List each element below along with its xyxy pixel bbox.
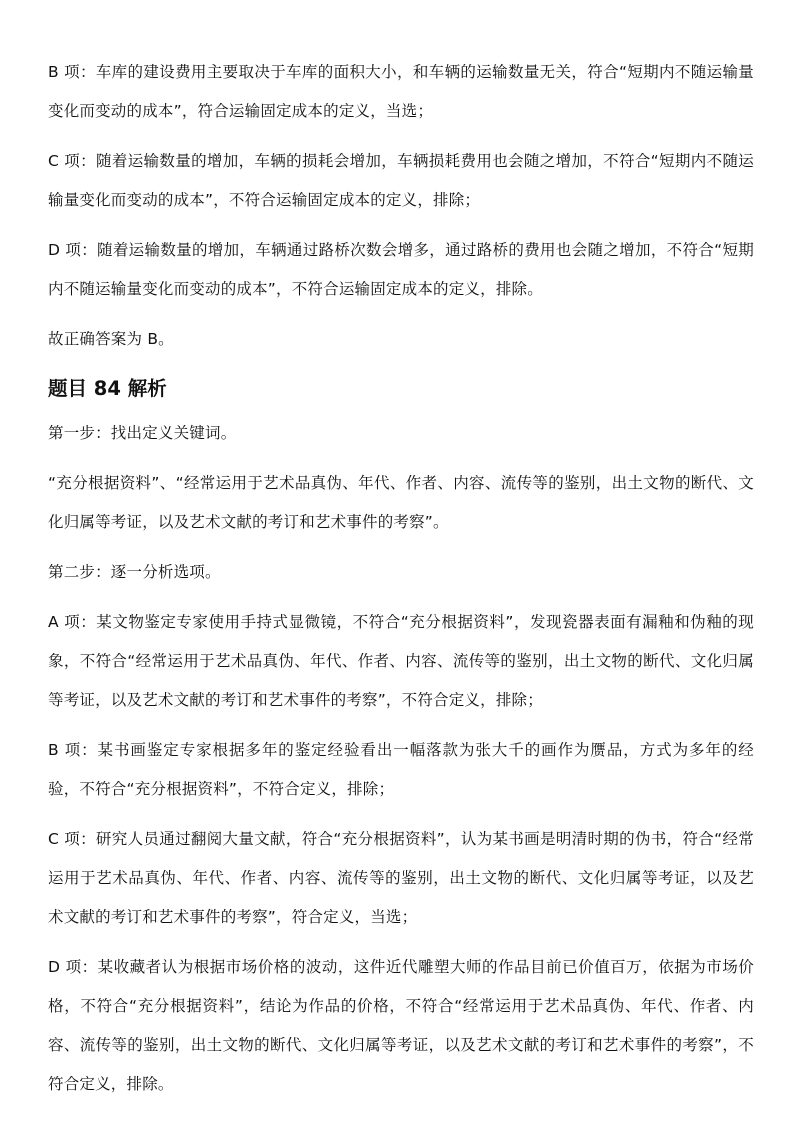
option-b-analysis: B 项：某书画鉴定专家根据多年的鉴定经验看出一幅落款为张大千的画作为赝品，方式为多年的经验，不符合“充分根据资料”，不符合定义，排除； (48, 741, 754, 798)
option-b-analysis: B 项：车库的建设费用主要取决于车库的面积大小，和车辆的运输数量无关，符合“短期内不随运输量变化而变动的成本”，符合运输固定成本的定义，当选； (48, 63, 754, 120)
option-d-analysis: D 项：随着运输数量的增加，车辆通过路桥次数会增多，通过路桥的费用也会随之增加，不符合“短期内不随运输量变化而变动的成本”，不符合运输固定成本的定义，排除。 (48, 241, 754, 298)
document-page (48, 53, 754, 1115)
section-heading-84: 题目 84 解析 (48, 377, 167, 400)
answer-conclusion: 故正确答案为 B。 (48, 330, 174, 348)
option-c-analysis: C 项：随着运输数量的增加，车辆的损耗会增加，车辆损耗费用也会随之增加，不符合“短期内不随运输量变化而变动的成本”，不符合运输固定成本的定义，排除； (48, 152, 754, 209)
definition-keywords: “充分根据资料”、“经常运用于艺术品真伪、年代、作者、内容、流传等的鉴别，出土文物的断代、文化归属等考证，以及艺术文献的考订和艺术事件的考察”。 (48, 474, 754, 531)
option-a-analysis: A 项：某文物鉴定专家使用手持式显微镜，不符合“充分根据资料”，发现瓷器表面有漏釉和伪釉的现象，不符合“经常运用于艺术品真伪、年代、作者、内容、流传等的鉴别，出土文物的断代、文化归属等考证，以及艺术文献的考订和艺术事件的考察”，不符合定义，排除； (48, 613, 754, 709)
option-c-analysis: C 项：研究人员通过翻阅大量文献，符合“充分根据资料”，认为某书画是明清时期的伪书，符合“经常运用于艺术品真伪、年代、作者、内容、流传等的鉴别，出土文物的断代、文化归属等考证，以及艺术文献的考订和艺术事件的考察”，符合定义，当选； (48, 830, 754, 926)
option-d-analysis: D 项：某收藏者认为根据市场价格的波动，这件近代雕塑大师的作品目前已价值百万，依据为市场价格，不符合“充分根据资料”，结论为作品的价格，不符合“经常运用于艺术品真伪、年代、作者、内容、流传等的鉴别，出土文物的断代、文化归属等考证，以及艺术文献的考订和艺术事件的考察”，不符合定义，排除。 (48, 958, 754, 1093)
step-one: 第一步：找出定义关键词。 (48, 424, 237, 442)
step-two: 第二步：逐一分析选项。 (48, 563, 221, 581)
